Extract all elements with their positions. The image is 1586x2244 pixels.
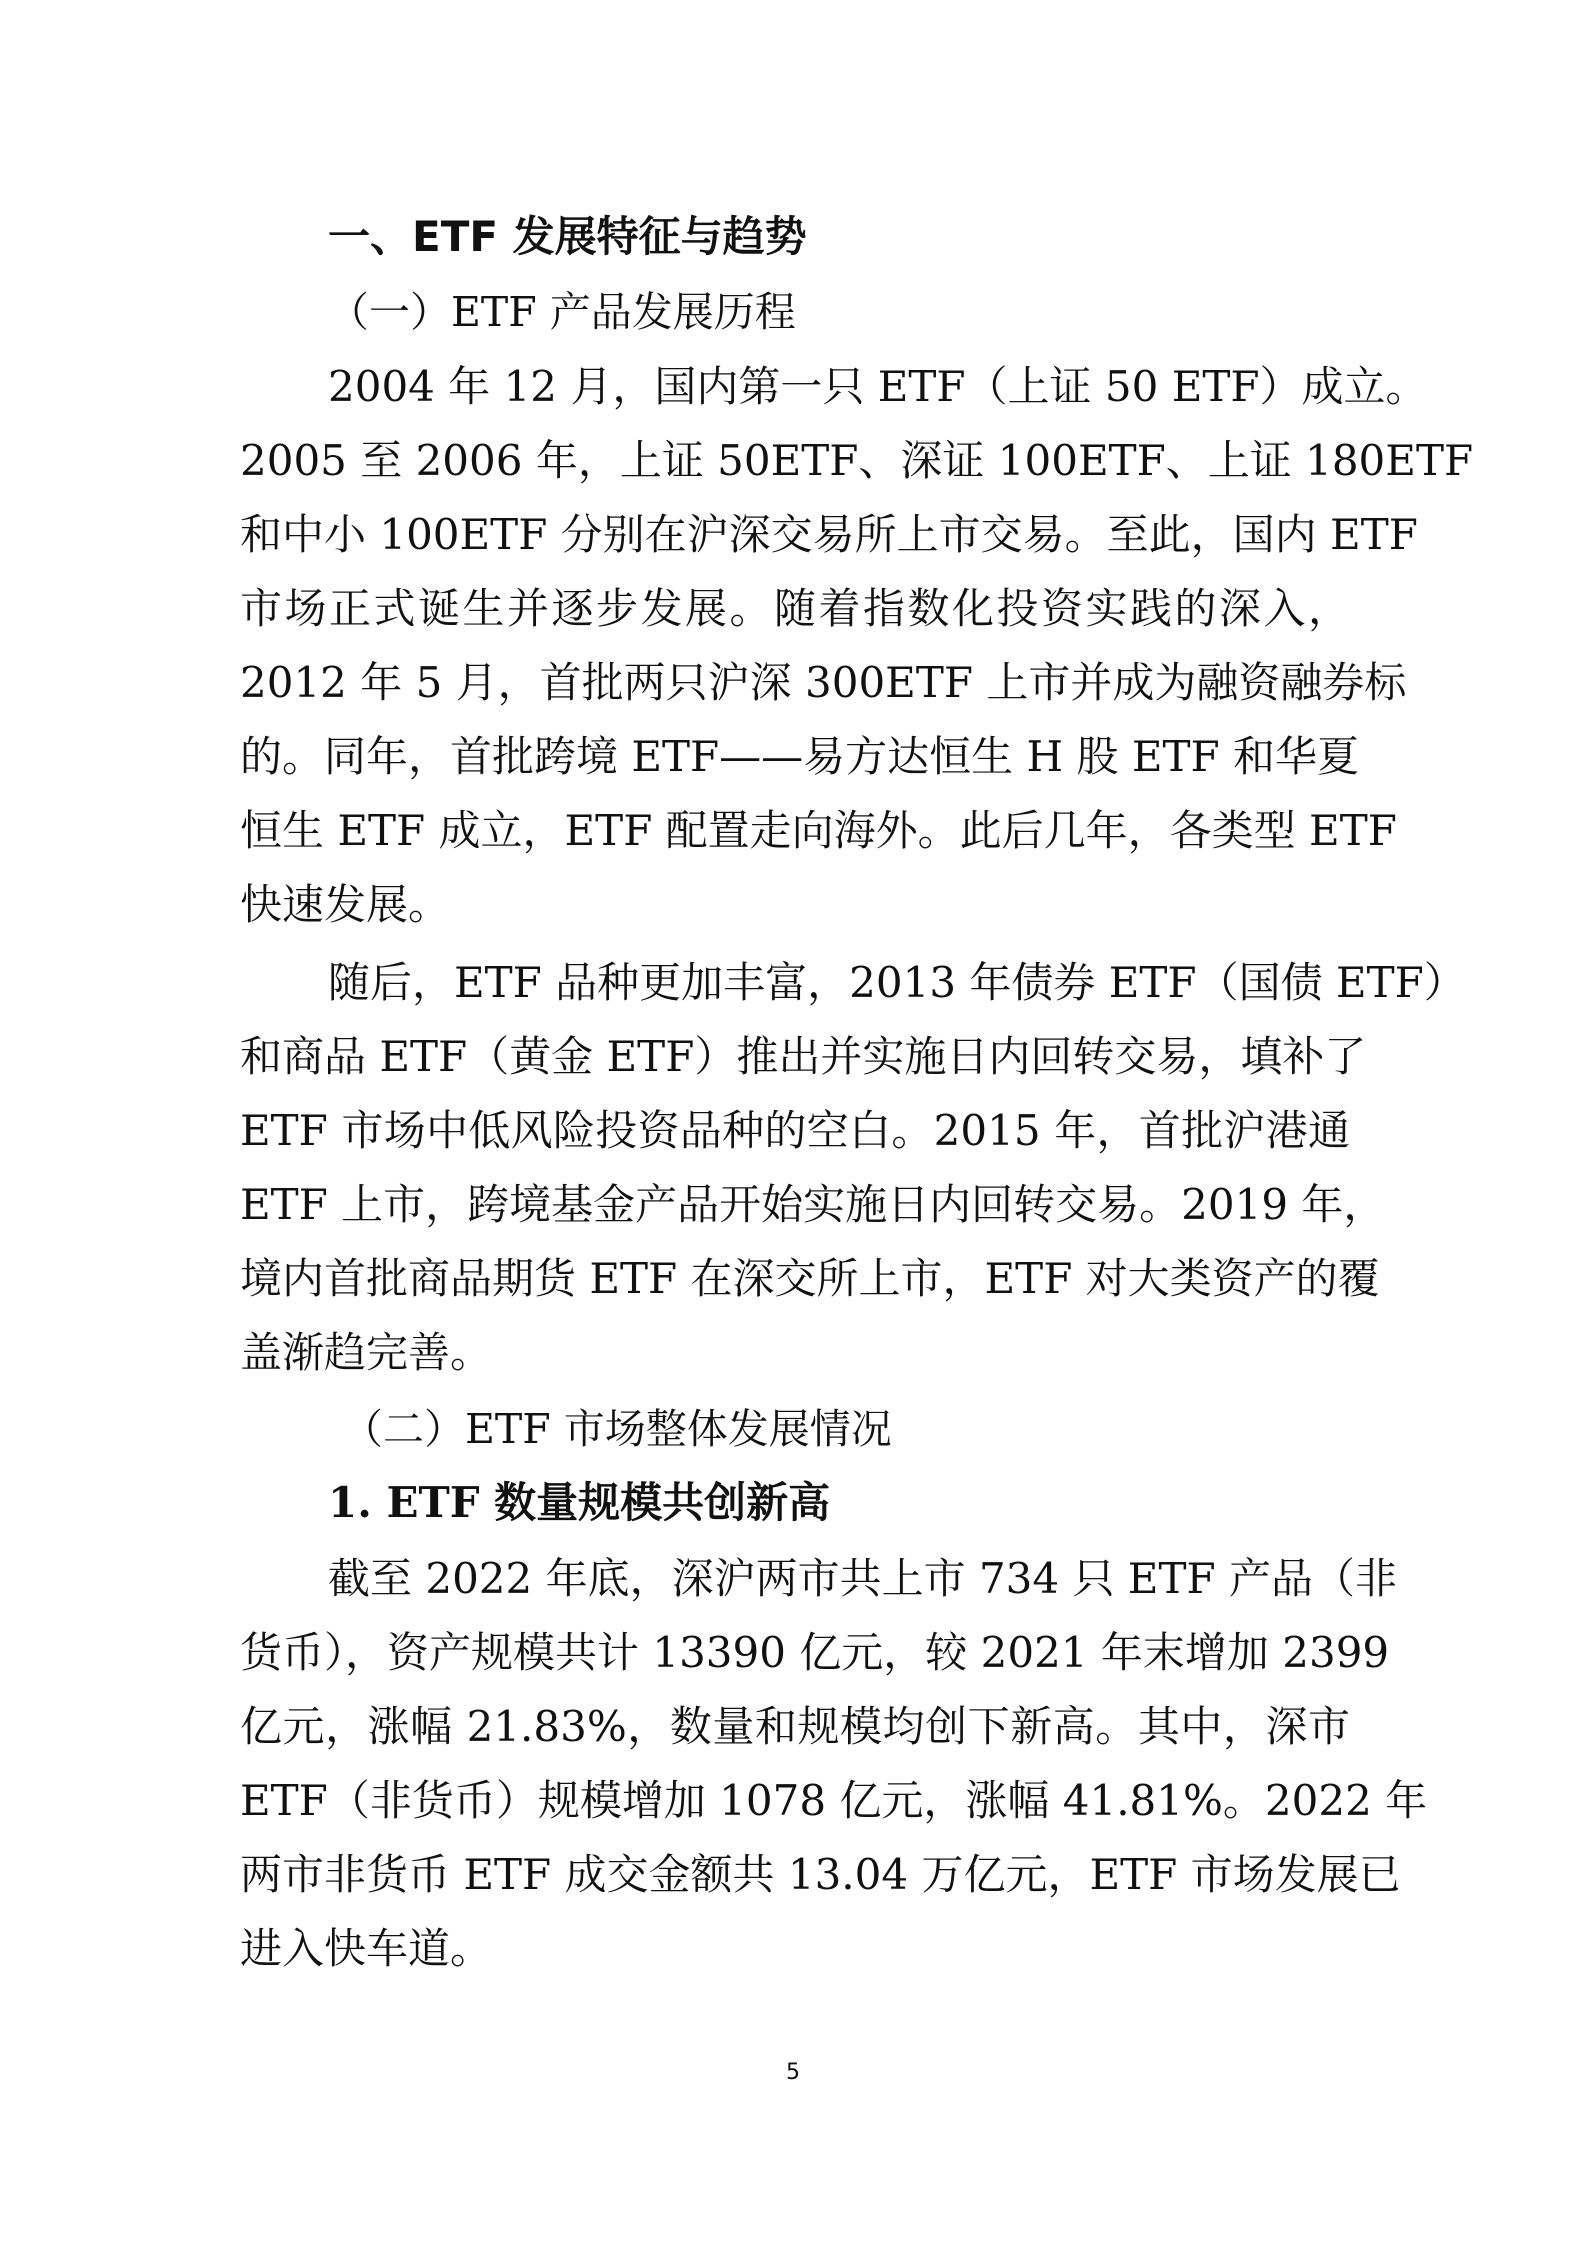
paragraph-line: 亿元，涨幅 21.83%，数量和规模均创下新高。其中，深市: [240, 1702, 1350, 1751]
paragraph-line: 进入快车道。: [240, 1924, 493, 1973]
section-heading: 一、ETF 发展特征与趋势: [328, 212, 807, 261]
paragraph-line: 和中小 100ETF 分别在沪深交易所上市交易。至此，国内 ETF: [240, 510, 1418, 559]
paragraph-line: 盖渐趋完善。: [240, 1328, 493, 1377]
paragraph-line: 随后，ETF 品种更加丰富，2013 年债券 ETF（国债 ETF）: [328, 958, 1466, 1007]
paragraph-line: 2005 至 2006 年，上证 50ETF、深证 100ETF、上证 180ETF: [240, 436, 1474, 485]
paragraph-line: 截至 2022 年底，深沪两市共上市 734 只 ETF 产品（非: [328, 1554, 1397, 1603]
paragraph-line: ETF（非货币）规模增加 1078 亿元，涨幅 41.81%。2022 年: [240, 1776, 1428, 1825]
paragraph-line: 境内首批商品期货 ETF 在深交所上市，ETF 对大类资产的覆: [240, 1254, 1380, 1303]
paragraph-line: 货币），资产规模共计 13390 亿元，较 2021 年末增加 2399: [240, 1628, 1390, 1677]
paragraph-line: 和商品 ETF（黄金 ETF）推出并实施日内回转交易，填补了: [240, 1032, 1367, 1081]
paragraph-line: 2004 年 12 月，国内第一只 ETF（上证 50 ETF）成立。: [328, 362, 1428, 411]
paragraph-line: 两市非货币 ETF 成交金额共 13.04 万亿元，ETF 市场发展已: [240, 1850, 1401, 1899]
sub-subsection-heading: 1. ETF 数量规模共创新高: [328, 1478, 831, 1527]
paragraph-line: ETF 市场中低风险投资品种的空白。2015 年，首批沪港通: [240, 1106, 1350, 1155]
paragraph-line: ETF 上市，跨境基金产品开始实施日内回转交易。2019 年，: [240, 1180, 1386, 1229]
paragraph-line: 的。同年，首批跨境 ETF——易方达恒生 H 股 ETF 和华夏: [240, 732, 1360, 781]
paragraph-line: 恒生 ETF 成立，ETF 配置走向海外。此后几年，各类型 ETF: [240, 806, 1397, 855]
page-number: 5: [786, 2060, 800, 2085]
subsection-heading-history: （一）ETF 产品发展历程: [328, 288, 796, 336]
subsection-heading-market: （二）ETF 市场整体发展情况: [342, 1405, 892, 1453]
paragraph-line: 快速发展。: [240, 880, 451, 929]
paragraph-line: 2012 年 5 月，首批两只沪深 300ETF 上市并成为融资融券标: [240, 658, 1407, 707]
paragraph-line: 市场正式诞生并逐步发展。随着指数化投资实践的深入，: [240, 584, 1350, 633]
